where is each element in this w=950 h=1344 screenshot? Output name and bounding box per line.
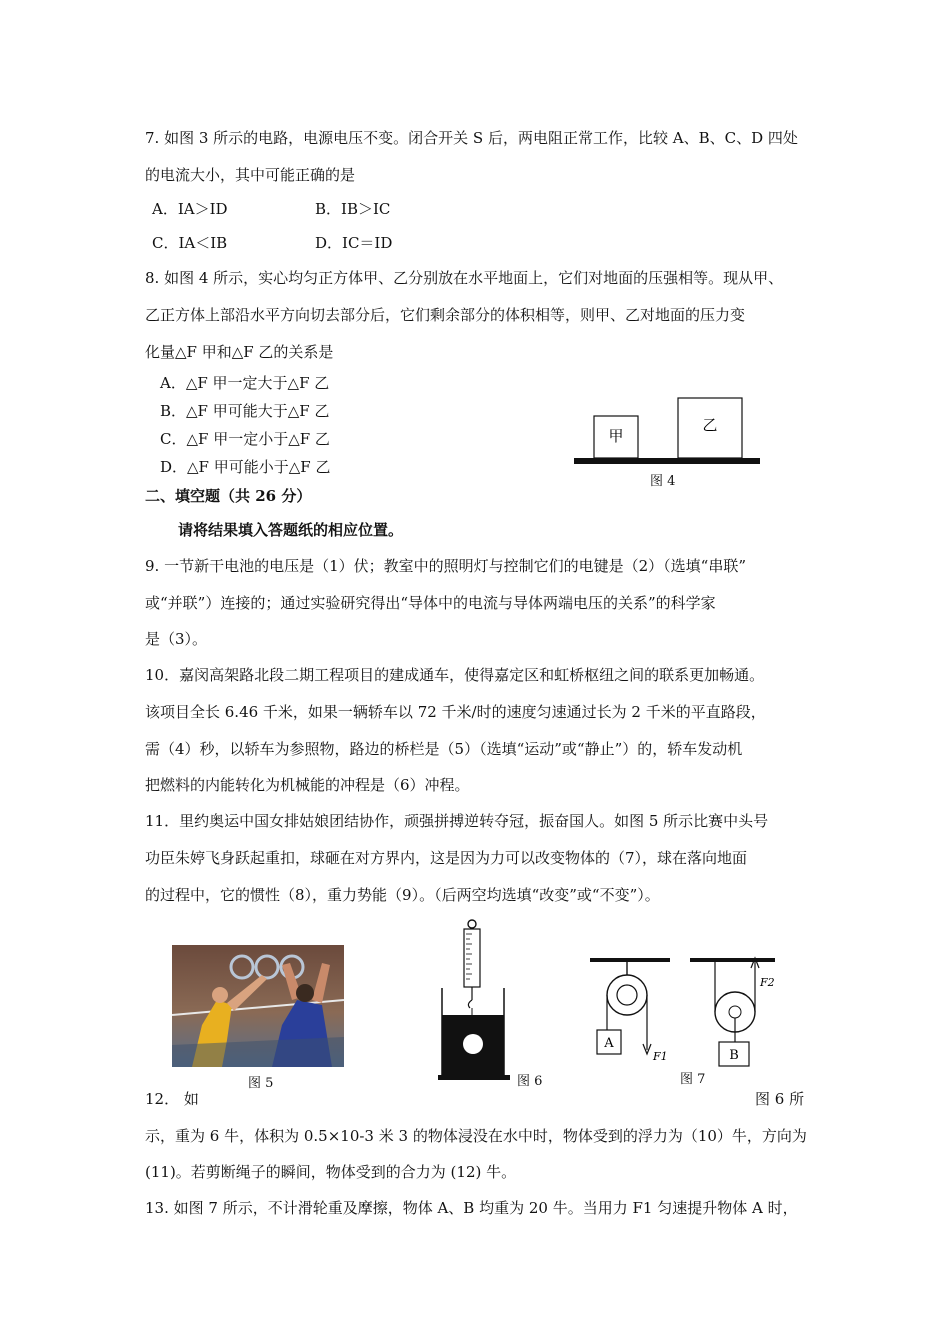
figure-5-caption: 图 5: [248, 1076, 274, 1091]
q9-line2: 或“并联”）连接的；通过实验研究得出“导体中的电流与导体两端电压的关系”的科学家: [145, 594, 716, 612]
figure-4-cubes: [570, 392, 765, 467]
q12-line1-right: 图 6 所: [755, 1090, 805, 1108]
q10-line4: 把燃料的内能转化为机械能的冲程是（6）冲程。: [145, 776, 470, 794]
figure-7-pulleys: [585, 950, 785, 1075]
q8-option-c: C．△F 甲一定小于△F 乙: [160, 430, 330, 448]
q7-line2: 的电流大小，其中可能正确的是: [145, 166, 356, 184]
section-2-instruction: 请将结果填入答题纸的相应位置。: [178, 521, 404, 539]
figure-4-caption: 图 4: [650, 474, 676, 489]
q12-line2: 示，重为 6 牛，体积为 0.5×10-3 米 3 的物体浸没在水中时，物体受到的浮力为（10）牛，方向为: [145, 1127, 807, 1145]
q7-option-b: B．IB＞IC: [315, 200, 391, 218]
force-f2-label: F2: [760, 976, 775, 989]
ground: [574, 458, 760, 464]
q10-line2: 该项目全长 6.46 千米，如果一辆轿车以 72 千米/时的速度匀速通过长为 2 千米的平直路段，: [145, 703, 766, 721]
q10-line3: 需（4）秒，以轿车为参照物，路边的桥栏是（5）（选填“运动”或“静止”）的，轿车发动机: [145, 740, 743, 758]
block-b-label: B: [729, 1048, 739, 1063]
q8-line1: 8. 如图 4 所示，实心均匀正方体甲、乙分别放在水平地面上，它们对地面的压强相等。现从甲、: [145, 269, 784, 287]
q8-option-d: D．△F 甲可能小于△F 乙: [160, 458, 331, 476]
q8-option-b: B．△F 甲可能大于△F 乙: [160, 402, 330, 420]
q8-line3: 化量△F 甲和△F 乙的关系是: [145, 343, 334, 361]
cube-jia-label: 甲: [608, 427, 624, 445]
q11-line1: 11．里约奥运中国女排姑娘团结协作，顽强拼搏逆转夺冠，振奋国人。如图 5 所示比赛中头号: [145, 812, 769, 830]
q8-line2: 乙正方体上部沿水平方向切去部分后，它们剩余部分的体积相等，则甲、乙对地面的压力变: [145, 306, 746, 324]
q10-line1: 10．嘉闵高架路北段二期工程项目的建成通车，使得嘉定区和虹桥枢纽之间的联系更加畅通。: [145, 666, 765, 684]
figure-5-photo: [172, 945, 344, 1067]
figure-6-spring-scale: [430, 918, 520, 1083]
q9-line3: 是（3）。: [145, 630, 208, 648]
q12-line3: (11)。若剪断绳子的瞬间，物体受到的合力为 (12) 牛。: [145, 1163, 517, 1181]
figure-7-caption: 图 7: [680, 1072, 706, 1087]
q7-line1: 7. 如图 3 所示的电路，电源电压不变。闭合开关 S 后，两电阻正常工作，比较 A、B、C、D 四处: [145, 129, 798, 147]
q13-line1: 13. 如图 7 所示，不计滑轮重及摩擦，物体 A、B 均重为 20 牛。当用力 F1 匀速提升物体 A 时，: [145, 1199, 798, 1217]
q8-option-a: A．△F 甲一定大于△F 乙: [160, 374, 330, 392]
q7-option-a: A．IA＞ID: [152, 200, 228, 218]
cube-yi-label: 乙: [702, 416, 718, 434]
figure-6-caption: 图 6: [517, 1074, 543, 1089]
q7-option-d: D．IC＝ID: [315, 234, 393, 252]
block-a-label: A: [604, 1036, 614, 1051]
q12-line1-left: 12． 如: [145, 1090, 199, 1108]
q9-line1: 9. 一节新干电池的电压是（1）伏；教室中的照明灯与控制它们的电键是（2）（选填“串联”: [145, 557, 747, 575]
q11-line3: 的过程中，它的惯性（8），重力势能（9）。（后两空均选填“改变”或“不变”）。: [145, 886, 660, 904]
section-2-title: 二、填空题（共 26 分）: [145, 487, 312, 505]
q7-option-c: C．IA＜IB: [152, 234, 228, 252]
q11-line2: 功臣朱婷飞身跃起重扣，球砸在对方界内，这是因为力可以改变物体的（7），球在落向地面: [145, 849, 748, 867]
force-f1-label: F1: [653, 1050, 668, 1063]
